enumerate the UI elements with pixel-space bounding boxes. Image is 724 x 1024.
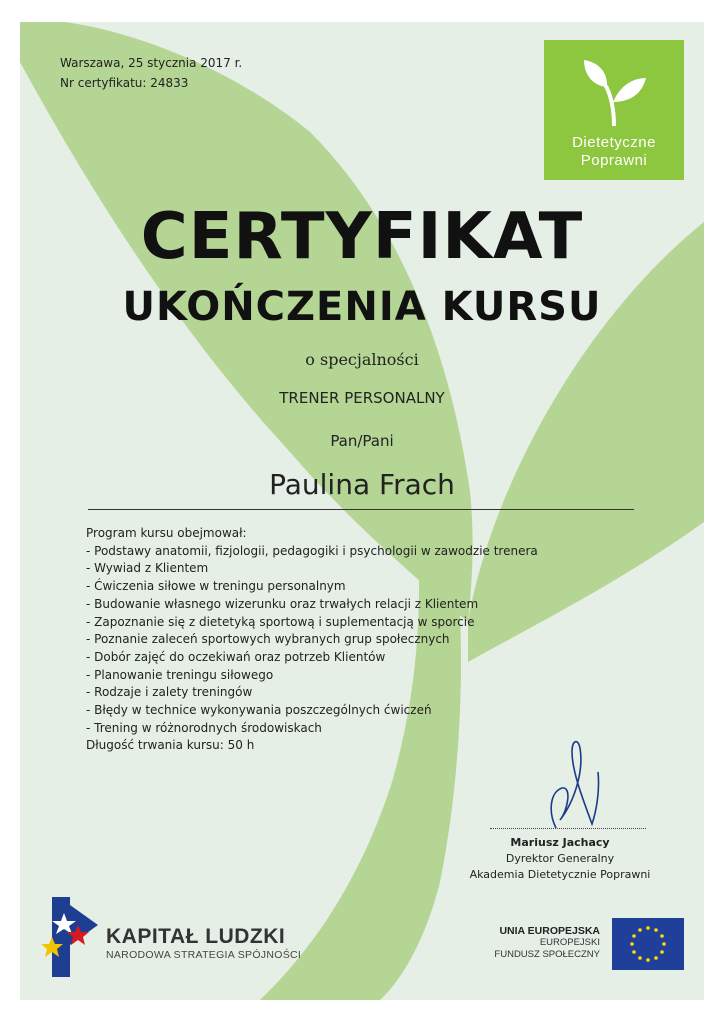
- handwritten-signature: [488, 732, 648, 832]
- eu-flag-icon: [612, 918, 684, 970]
- certificate-title: CERTYFIKAT: [140, 200, 584, 274]
- list-item: - Podstawy anatomii, fizjologii, pedagogiki i psychologii w zawodzie trenera: [86, 543, 538, 558]
- logo-line1: Dietetyczne: [572, 134, 656, 151]
- sprout-icon: [580, 56, 648, 128]
- kapital-ludzki-logo-icon: [38, 895, 108, 979]
- list-item: - Trening w różnorodnych środowiskach: [86, 720, 322, 735]
- list-item: - Rodzaje i zalety treningów: [86, 685, 253, 700]
- kapital-ludzki-subtitle: NARODOWA STRATEGIA SPÓJNOŚCI: [106, 949, 302, 961]
- list-item: - Poznanie zaleceń sportowych wybranych grup społecznych: [86, 632, 450, 647]
- specialty-value: TRENER PERSONALNY: [279, 389, 445, 407]
- kapital-ludzki-title: KAPITAŁ LUDZKI: [106, 925, 286, 948]
- list-item: - Zapoznanie się z dietetyką sportową i suplementacją w sporcie: [86, 614, 475, 629]
- certificate-subtitle: UKOŃCZENIA KURSU: [122, 284, 602, 330]
- list-item: - Planowanie treningu siłowego: [86, 667, 274, 682]
- eu-stars-icon: [612, 918, 684, 970]
- list-item: - Dobór zajęć do oczekiwań oraz potrzeb Klientów: [86, 649, 386, 664]
- place-date: Warszawa, 25 stycznia 2017 r.: [60, 56, 243, 70]
- signatory-role: Dyrektor Generalny: [505, 852, 615, 865]
- course-duration: Długość trwania kursu: 50 h: [86, 738, 255, 753]
- list-item: - Ćwiczenia siłowe w treningu personalnym: [86, 579, 346, 594]
- eu-subtitle-1: EUROPEJSKI: [539, 937, 600, 948]
- list-item: - Błędy w technice wykonywania poszczególnych ćwiczeń: [86, 703, 432, 718]
- specialty-label: o specjalności: [305, 350, 419, 369]
- signature-line: [490, 828, 646, 829]
- logo-line2: Poprawni: [580, 152, 648, 169]
- signature-block: [460, 835, 660, 883]
- program-heading: Program kursu obejmował:: [86, 526, 247, 540]
- certificate-number: Nr certyfikatu: 24833: [60, 76, 189, 90]
- program-list: [86, 525, 538, 755]
- certificate-page: [20, 22, 704, 1000]
- eu-fund-label: [494, 925, 600, 961]
- signatory-name: Mariusz Jachacy: [510, 836, 610, 849]
- dietetycznie-poprawni-logo: [544, 40, 684, 180]
- list-item: - Budowanie własnego wizerunku oraz trwałych relacji z Klientem: [86, 596, 479, 611]
- eu-title: UNIA EUROPEJSKA: [499, 925, 600, 937]
- recipient-name: Paulina Frach: [269, 468, 455, 501]
- name-underline: [88, 509, 634, 510]
- salutation: Pan/Pani: [330, 432, 394, 450]
- eu-subtitle-2: FUNDUSZ SPOŁECZNY: [494, 949, 600, 960]
- list-item: - Wywiad z Klientem: [86, 561, 209, 576]
- signatory-organization: Akademia Dietetycznie Poprawni: [469, 868, 651, 881]
